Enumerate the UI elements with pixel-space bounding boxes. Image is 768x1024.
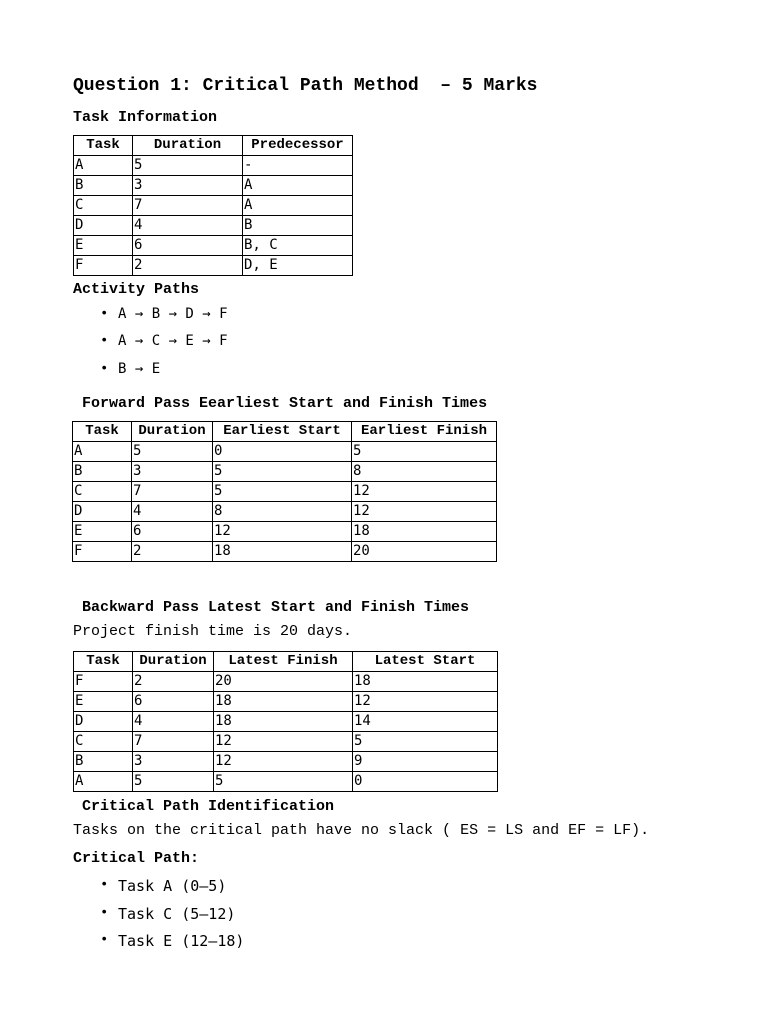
table-cell: 18 [214,712,353,732]
table-row [74,256,353,276]
table-cell: 6 [133,236,243,256]
bullet-icon: • [100,932,109,948]
column-header: Latest Finish [214,652,353,672]
table-row [74,692,498,712]
table-cell: A [243,196,353,216]
table-row [73,482,497,502]
table-cell: A [74,772,133,792]
critical-path-label: Critical Path: [73,850,200,867]
table-row [74,672,498,692]
table-cell: 20 [352,542,497,562]
column-header: Task [74,652,133,672]
table-cell: B [73,462,132,482]
activity-paths-heading: Activity Paths [73,281,200,298]
table-cell: 7 [133,732,214,752]
critical-path-heading: Critical Path Identification [82,798,335,815]
table-cell: 5 [133,772,214,792]
bullet-icon: • [100,333,109,349]
table-cell: 4 [132,502,213,522]
column-header: Duration [133,652,214,672]
table-cell: B [74,176,133,196]
page-title: Question 1: Critical Path Method – 5 Marks [73,76,538,96]
table-cell: B [74,752,133,772]
table-row [74,732,498,752]
table-cell: C [74,732,133,752]
table-cell: 18 [213,542,352,562]
backward-pass-heading: Backward Pass Latest Start and Finish Times [82,599,470,616]
table-cell: 12 [352,502,497,522]
table-row [74,216,353,236]
table-cell: 3 [133,176,243,196]
table-row [74,196,353,216]
table-cell: 18 [352,522,497,542]
table-cell: D, E [243,256,353,276]
bullet-icon: • [100,877,109,893]
table-cell: A [243,176,353,196]
table-cell: 0 [353,772,498,792]
table-cell: F [74,672,133,692]
column-header: Earliest Start [213,422,352,442]
table-cell: 5 [213,462,352,482]
column-header: Task [73,422,132,442]
table-cell: D [73,502,132,522]
table-cell: 14 [353,712,498,732]
table-header-row [73,422,497,442]
column-header: Predecessor [243,136,353,156]
bullet-icon: • [100,905,109,921]
table-cell: D [74,216,133,236]
table-cell: 6 [133,692,214,712]
list-item: A → C → E → F [118,333,228,349]
table-cell: 12 [214,752,353,772]
column-header: Duration [132,422,213,442]
list-item: Task A (0–5) [118,877,227,895]
list-item: B → E [118,361,161,377]
table-cell: - [243,156,353,176]
table-cell: 5 [214,772,353,792]
table-cell: 2 [133,672,214,692]
task-info-table [73,135,353,276]
list-item: Task E (12–18) [118,932,245,950]
table-row [73,462,497,482]
table-cell: 12 [213,522,352,542]
forward-pass-table [72,421,497,562]
table-cell: E [73,522,132,542]
critical-path-note: Tasks on the critical path have no slack ( ES = LS and EF = LF). [73,822,650,839]
table-cell: 12 [353,692,498,712]
column-header: Duration [133,136,243,156]
column-header: Latest Start [353,652,498,672]
table-cell: 5 [133,156,243,176]
table-cell: B [243,216,353,236]
table-cell: 20 [214,672,353,692]
table-row [74,176,353,196]
table-row [74,752,498,772]
table-row [74,236,353,256]
bullet-icon: • [100,361,109,377]
list-item: Task C (5–12) [118,905,236,923]
table-cell: E [74,236,133,256]
column-header: Earliest Finish [352,422,497,442]
table-row [73,542,497,562]
table-cell: C [74,196,133,216]
table-cell: 8 [213,502,352,522]
project-finish-note: Project finish time is 20 days. [73,623,353,640]
table-cell: 2 [133,256,243,276]
table-row [73,522,497,542]
table-cell: 5 [213,482,352,502]
table-cell: E [74,692,133,712]
backward-pass-table [73,651,498,792]
table-cell: 4 [133,216,243,236]
column-header: Task [74,136,133,156]
table-cell: 8 [352,462,497,482]
table-cell: 9 [353,752,498,772]
table-cell: 4 [133,712,214,732]
table-cell: 7 [133,196,243,216]
table-header-row [74,652,498,672]
table-cell: 2 [132,542,213,562]
table-cell: D [74,712,133,732]
task-info-heading: Task Information [73,109,218,126]
list-item: A → B → D → F [118,306,228,322]
table-header-row [74,136,353,156]
table-cell: 0 [213,442,352,462]
table-cell: 18 [353,672,498,692]
table-cell: C [73,482,132,502]
table-cell: 3 [133,752,214,772]
table-cell: B, C [243,236,353,256]
table-row [74,712,498,732]
table-cell: 7 [132,482,213,502]
table-cell: 5 [353,732,498,752]
table-cell: 6 [132,522,213,542]
table-cell: A [74,156,133,176]
table-row [74,156,353,176]
table-row [74,772,498,792]
table-cell: A [73,442,132,462]
table-cell: 12 [214,732,353,752]
table-cell: 3 [132,462,213,482]
table-cell: F [73,542,132,562]
table-row [73,442,497,462]
table-cell: F [74,256,133,276]
table-cell: 5 [132,442,213,462]
table-cell: 5 [352,442,497,462]
table-row [73,502,497,522]
table-cell: 12 [352,482,497,502]
bullet-icon: • [100,306,109,322]
forward-pass-heading: Forward Pass Eearliest Start and Finish Times [82,395,488,412]
table-cell: 18 [214,692,353,712]
